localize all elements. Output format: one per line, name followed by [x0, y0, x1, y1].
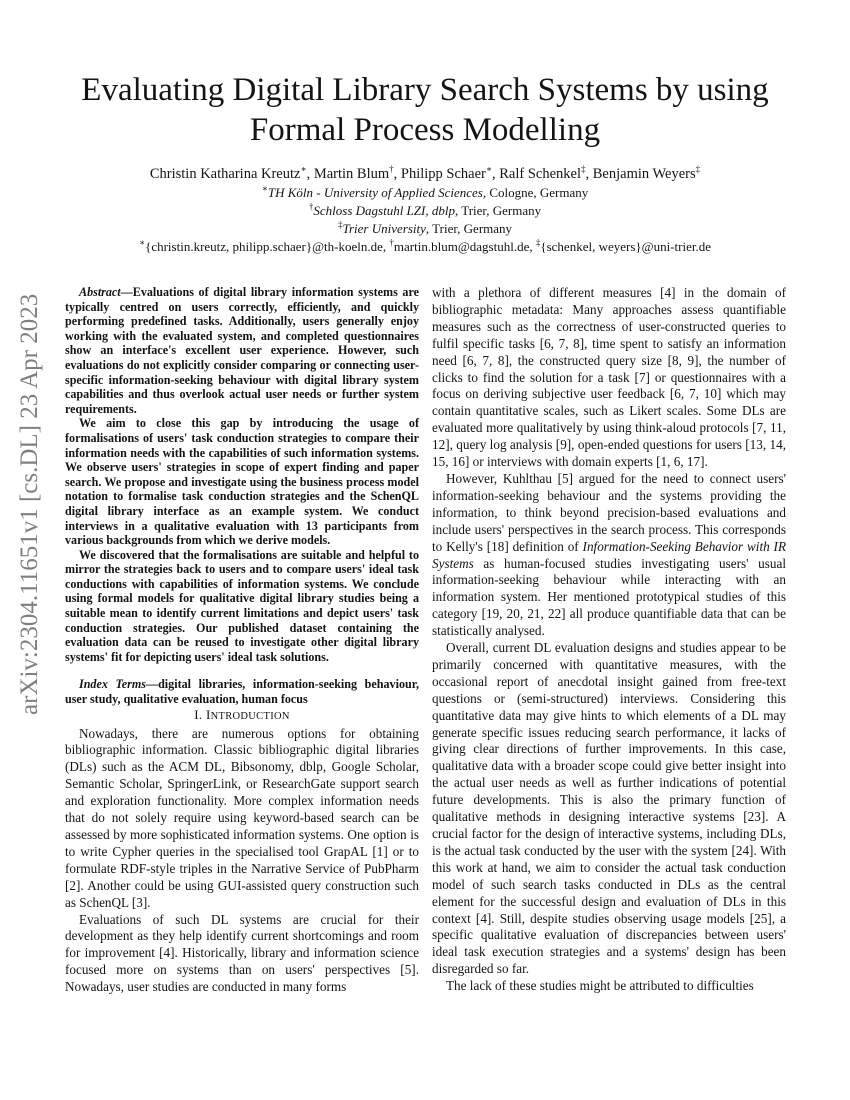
affiliation [40, 203, 810, 219]
author-mark: ‡ [581, 164, 586, 175]
body-paragraph [432, 471, 786, 640]
arxiv-identifier: arXiv:2304.11651v1 [cs.DL] 23 Apr 2023 [16, 293, 43, 715]
index-terms-text: —digital libraries, information-seeking behaviour, user study, qualitative evaluation, human focus [65, 677, 419, 707]
email-list [40, 239, 810, 255]
abstract-paragraph: We aim to close this gap by introducing the usage of formalisations of users' task conduction strategies to compare their information needs with the capabilities of such information systems. We observe users' strategies in scope of expert finding and paper search. We propose and investigate using the business process model notation to formalise task conduction strategies and the SchenQL digital library interface as an example system. We conduct interviews in a qualitative evaluation with 13 participants from various backgrounds from which we derive models. [65, 416, 419, 548]
author-mark: ‡ [695, 164, 701, 175]
affiliation [40, 221, 810, 237]
body-paragraph: Evaluations of such DL systems are crucial for their development as they help identify current shortcomings and room for improvement [4]. Historically, library and information science focused more on systems than on users' perspectives [5]. Nowadays, user studies are conducted in many forms [65, 911, 419, 995]
affiliation-org: Schloss Dagstuhl LZI, dblp [313, 203, 455, 218]
abstract-text: —Evaluations of digital library information systems are typically centred on users correctly, efficiently, and quickly performing predefined tasks. Additionally, users generally enjoy working with the evaluated system, and completed questionnaires show an interface's excellent user experience. However, such evaluations do not explicitly consider comparing or connecting user-specific information-seeking behaviour with digital library system capabilities and thus overlook actual user needs or further system requirements. [65, 285, 419, 416]
author-list: Christin Katharina Kreutz∗, Martin Blum†, Philipp Schaer∗, Ralf Schenkel‡, Benjamin Weyers‡ [149, 164, 701, 182]
email-mark: ∗ [138, 237, 146, 248]
email-mark: ‡ [535, 237, 541, 248]
affiliation [40, 185, 810, 201]
email: {schenkel, weyers}@uni-trier.de [540, 239, 712, 254]
emphasized-term: Information-Seeking Behavior with IR Systems [432, 538, 786, 571]
paragraph-text: However, Kuhlthau [5] argued for the need to connect users' information-seeking behaviour and the systems providing the information, to think beyond precision-based evaluations and include users' perspectives in the search process. This corresponds to Kelly's [18] definition of [432, 470, 786, 554]
author: Martin Blum [313, 166, 390, 182]
affiliation-mark: ‡ [337, 219, 343, 230]
index-terms-label: Index Terms [79, 677, 146, 692]
body-paragraph: Nowadays, there are numerous options for obtaining bibliographic information. Classic bibliographic digital libraries (DLs) such as the ACM DL, Bibsonomy, dblp, Google Scholar, Semantic Scholar, SpringerLink, or ResearchGate support search and exploration functionality. More complex information needs that do not solely require using keyword-based search can be assessed by more sophisticated information systems. One option is to write Cypher queries in the specialised tool GrapAL [1] or to formulate RDF-style triples in the Narrative Service of PubPharm [2]. Another could be using GUI-assisted query construction such as SchenQL [3]. [65, 725, 419, 910]
right-column [432, 285, 786, 995]
affiliation-org: TH Köln - University of Applied Sciences [267, 185, 483, 200]
affiliation-location: , Trier, Germany [454, 203, 542, 218]
body-paragraph: with a plethora of different measures [4] in the domain of bibliographic metadata: Many approaches assess quantifiable measures such as the correctness of user-constructed queries to fulfil specific tasks [6, 7, 8], time spent to satisfy an information need [6, 7, 8], the constructed query size [8, 9], the number of clicks to find the solution for a task [7] or questionnaires with a focus on deriving subjective user feedback [6, 7, 10] which may contain quantitative scales, such as Likert scales. Some DLs are evaluated more qualitatively by using think-aloud protocols [7, 11, 12], query log analysis [9], open-ended questions for users [13, 14, 15, 16] or interviews with domain experts [1, 6, 17]. [432, 285, 786, 470]
paragraph-text: as human-focused studies investigating users' usual information-seeking behaviour while interacting with an information system. Her mentioned prototypical studies of this category [19, 20, 21, 22] all produce quantifiable data that can be statistically analysed. [432, 555, 786, 639]
abstract-paragraph: We discovered that the formalisations are suitable and helpful to mirror the strategies back to users and to compare users' ideal task conductions with capabilities of information systems. We conclude using formal models for qualitative digital library studies being a suitable mean to identify current limitations and depict users' task conduction strategies. Our published dataset containing the evaluation data can be reused to investigate other digital library systems' fit for depicting users' ideal task solutions. [65, 547, 419, 664]
author-mark: ∗ [300, 164, 307, 175]
affiliation-location: , Cologne, Germany [482, 185, 589, 200]
author: Benjamin Weyers [592, 166, 696, 182]
email: martin.blum@dagstuhl.de, [393, 239, 536, 254]
affiliation-mark: ∗ [261, 183, 268, 194]
abstract-label: Abstract [79, 285, 121, 299]
author: Christin Katharina Kreutz [149, 166, 301, 182]
affiliation-location: , Trier, Germany [425, 221, 513, 236]
title-line-1: Evaluating Digital Library Search Systems by using [81, 72, 769, 108]
left-column [65, 285, 419, 996]
author-mark: † [389, 164, 394, 175]
body-paragraph: The lack of these studies might be attributed to difficulties [446, 978, 754, 994]
abstract-paragraph [65, 285, 419, 416]
email-mark: † [389, 237, 394, 248]
author: Philipp Schaer [400, 166, 486, 182]
abstract [65, 285, 419, 664]
affiliation-org: Trier University [342, 221, 426, 236]
author: Ralf Schenkel [499, 166, 582, 182]
email: {christin.kreutz, philipp.schaer}@th-koeln.de, [145, 239, 390, 254]
arxiv-stamp [10, 295, 50, 715]
title-line-2: Formal Process Modelling [249, 112, 601, 148]
section-heading [65, 707, 419, 726]
author-mark: ∗ [485, 164, 493, 175]
section-title-rest: NTRODUCTION [210, 710, 290, 722]
affiliation-mark: † [308, 201, 314, 212]
index-terms [65, 677, 419, 706]
body-paragraph: Overall, current DL evaluation designs and studies appear to be primarily concerned with quantitative measures, with the occasional report of anecdotal insight gained from free-text questions or (semi-structured) interviews. Considering this quantitative data may give hints to which elements of a DL may generate specific issues reducing search performance, it lacks of giving clear directions of further improvements. In this case, qualitative data with a broader scope could give better insight into the actual user needs as well as further indications of potential future developments. This is also the primary function of qualitative methods in designing interactive systems [23]. A crucial factor for the design of interactive systems, including DLs, is the actual task conducted by the user with the system [24]. With this work at hand, we aim to consider the actual task conduction model of such search tasks conducted in DLs as the central element for the successful design and evaluation of DLs in this context [4]. Still, despite studies observing usage models [25], a specific qualitative evaluation of discrepancies between users' ideal task execution strategies and a systems' design has been disregarded so far. [432, 640, 786, 977]
section-number: I. [194, 706, 203, 722]
section-initial: I [205, 706, 211, 722]
paper-title [40, 70, 810, 150]
